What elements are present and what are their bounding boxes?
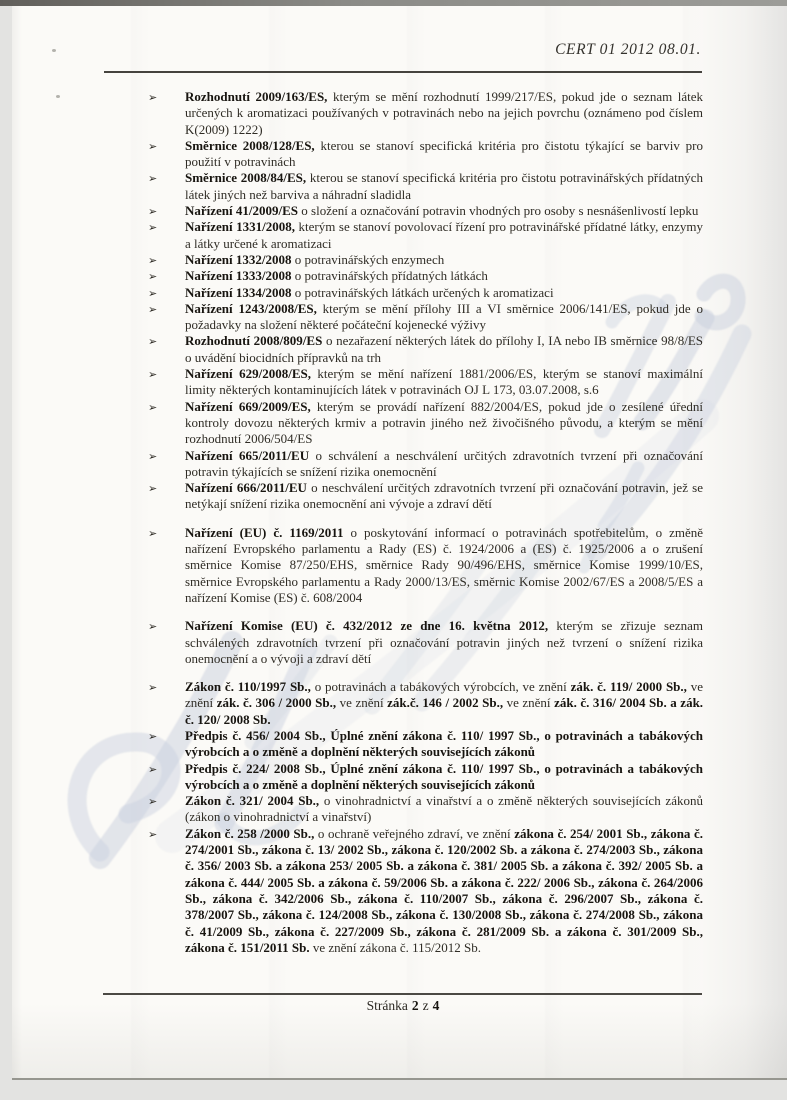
bullet-arrow-icon: ➢ <box>148 729 158 743</box>
bullet-arrow-icon: ➢ <box>148 368 158 382</box>
regulation-title: Nařízení 1334/2008 <box>185 284 292 300</box>
bullet-arrow-icon: ➢ <box>148 400 158 414</box>
bullet-arrow-icon: ➢ <box>148 449 158 463</box>
regulation-description: o potravinách a tabákových výrobcích, ve znění <box>310 679 571 695</box>
regulation-title: zákona č. 254/ 2001 Sb., zákona č. 274/2001 Sb., zákona č. 13/ 2002 Sb., zákona č. 120/2002 Sb. a zákona č. 274/2003 Sb., zákona č. 356/ 2003 Sb. a zákona 253/ 2005 Sb. a zákona č. 381/ 2005 Sb. a zákona č. 392/ 2005 Sb. a zákona č. 444/ 2005 Sb. a zákona č. 59/2006 Sb. a zákona č. 222/ 2006 Sb., zákona č. 264/2006 Sb., zákona č. 342/2006 Sb., zákona č. 110/2007 Sb., zákona č. 296/2007 Sb., zákona č. 378/2007 Sb., zákona č. 124/2008 Sb., zákona č. 130/2008 Sb., zákona č. 274/2008 Sb., zákona č. 41/2009 Sb., zákona č. 227/2009 Sb., zákona č. 281/2009 Sb. a zákona č. 301/2009 Sb., zákona č. 151/2011 Sb. <box>185 825 703 955</box>
regulation-title: Zákon č. 321/ 2004 Sb., <box>185 793 320 809</box>
bullet-arrow-icon: ➢ <box>148 526 158 540</box>
list-item <box>146 399 703 448</box>
regulation-description: ve znění <box>336 695 388 711</box>
footer-page-number: 2 <box>411 998 419 1013</box>
list-item <box>146 679 703 728</box>
regulation-title: Předpis č. 224/ 2008 Sb., Úplné znění zákona č. 110/ 1997 Sb., o potravinách a tabákových výrobcích a o změně a doplnění některých souvisejících zákonů <box>185 760 703 792</box>
regulation-description: o potravinářských přídatných látkách <box>291 268 488 284</box>
regulation-description: kterým se mění nařízení 1881/2006/ES, kterým se stanoví maximální limity některých kontaminujících látek v potravinách OJ L 173, 03.07.2008, s.6 <box>185 366 703 398</box>
regulation-description: o potravinářských látkách určených k aromatizaci <box>291 284 554 300</box>
bullet-arrow-icon: ➢ <box>148 681 158 695</box>
list-item <box>146 252 703 268</box>
regulation-description: kterým se mění přílohy III a VI směrnice 2006/141/ES, pokud jde o požadavky na složení některé počáteční kojenecké výživy <box>185 300 703 333</box>
regulation-description: kterým se provádí nařízení 882/2004/ES, pokud jde o zesílené úřední kontroly dovozu některých krmiv a potravin jiného než živočišného původu, a kterým se mění rozhodnutí 2006/504/ES <box>185 398 704 447</box>
regulation-title: Nařízení 1243/2008/ES, <box>185 300 317 316</box>
regulation-title: Rozhodnutí 2009/163/ES, <box>185 89 328 104</box>
footer-conjunction: z <box>422 998 429 1013</box>
regulation-description: o poskytování informací o potravinách spotřebitelům, o změně nařízení Evropského parlamentu a Rady (ES) č. 1924/2006 a (ES) č. 1925/2006 a o zrušení směrnice Komise 87/250/EHS, směrnice Rady 90/496/EHS, směrnice Komise 1999/10/ES, směrnice Evropského parlamentu a Rady 2000/13/ES, směrnic Komise 2002/67/ES a 2008/5/ES a nařízení Komise (ES) č. 608/2004 <box>185 524 703 605</box>
regulation-description: kterou se stanoví specifická kritéria pro čistotu týkající se barviv pro použití v potravinách <box>185 137 703 170</box>
regulation-description: kterým se zřizuje seznam schválených zdravotních tvrzení při označování potravin jiných než tvrzení o snížení rizika onemocnění a o vývoji a zdraví dětí <box>185 618 703 666</box>
regulation-description: o ochraně veřejného zdraví, ve znění <box>314 825 515 841</box>
regulation-title: zák. č. 316/ 2004 Sb. a zák. č. 120/ 2008 Sb. <box>185 695 704 727</box>
regulation-description: o složení a označování potravin vhodných pro osoby s nesnášenlivostí lepku <box>298 203 699 219</box>
document-code: CERT 01 2012 08.01. <box>555 41 701 58</box>
list-item <box>146 89 703 138</box>
list-item <box>146 170 703 203</box>
regulation-description: kterou se stanoví specifická kritéria pro čistotu potravinářských přídatných látek jiných než barviva a náhradní sladidla <box>185 170 704 202</box>
regulation-description: o nezařazení některých látek do přílohy I, IA nebo IB směrnice 98/8/ES o uvádění biocidních přípravků na trh <box>185 333 703 365</box>
regulation-description: kterým se stanoví povolovací řízení pro potravinářské přídatné látky, enzymy a látky určené k aromatizaci <box>185 219 703 251</box>
regulation-title: Rozhodnutí 2008/809/ES <box>185 333 323 349</box>
bullet-arrow-icon: ➢ <box>148 302 158 316</box>
regulation-title: zák. č. 119/ 2000 Sb., <box>570 679 687 695</box>
list-item <box>146 366 703 399</box>
regulation-description: o vinohradnictví a vinařství a o změně některých souvisejících zákonů (zákon o vinohradnictví a vinařství) <box>185 793 703 825</box>
page-number-footer <box>104 998 702 1014</box>
regulation-list <box>146 89 703 956</box>
regulation-description: ve znění <box>185 679 703 711</box>
footer-total-pages: 4 <box>432 998 440 1013</box>
footer-prefix: Stránka <box>366 998 408 1013</box>
bullet-arrow-icon: ➢ <box>148 795 158 809</box>
regulation-title: Předpis č. 456/ 2004 Sb., Úplné znění zákona č. 110/ 1997 Sb., o potravinách a tabákových výrobcích a o změně a doplnění některých souvisejících zákonů <box>185 727 703 760</box>
list-item <box>146 826 703 956</box>
bullet-arrow-icon: ➢ <box>148 762 158 776</box>
regulation-title: Nařízení 669/2009/ES, <box>185 398 311 414</box>
bullet-arrow-icon: ➢ <box>148 91 158 104</box>
regulation-title: Zákon č. 258 /2000 Sb., <box>185 825 315 841</box>
regulation-title: Nařízení 629/2008/ES, <box>185 366 311 382</box>
list-item <box>146 268 703 284</box>
regulation-title: Nařízení 1331/2008, <box>185 219 296 235</box>
regulation-title: Nařízení (EU) č. 1169/2011 <box>185 524 344 540</box>
bullet-arrow-icon: ➢ <box>148 205 158 219</box>
regulation-title: Směrnice 2008/128/ES, <box>185 137 315 153</box>
bullet-arrow-icon: ➢ <box>148 827 158 841</box>
regulation-description: o schválení a neschválení určitých zdravotních tvrzení při označování potravin týkajících se snížení rizika onemocnění <box>185 447 703 479</box>
bullet-arrow-icon: ➢ <box>148 286 158 300</box>
scan-speck <box>52 49 56 52</box>
regulation-title: Zákon č. 110/1997 Sb., <box>185 679 311 695</box>
regulation-description: o potravinářských enzymech <box>291 251 445 267</box>
list-item <box>146 728 703 761</box>
list-item <box>146 219 703 252</box>
list-item <box>146 618 703 667</box>
bullet-arrow-icon: ➢ <box>148 335 158 349</box>
list-item <box>146 285 703 301</box>
header-rule <box>104 71 702 73</box>
regulation-description: ve znění <box>503 695 555 711</box>
regulation-title: Nařízení 666/2011/EU <box>185 480 307 496</box>
regulation-title: Nařízení 1332/2008 <box>185 251 292 267</box>
list-item <box>146 301 703 334</box>
list-item <box>146 203 703 219</box>
list-item <box>146 448 703 481</box>
regulation-description: o neschválení určitých zdravotních tvrzení při označování potravin, jež se netýkají snížení rizika onemocnění ani vývoje a zdraví dětí <box>185 480 703 512</box>
regulation-title: zák. č. 306 / 2000 Sb., <box>216 695 337 711</box>
regulation-title: zák.č. 146 / 2002 Sb., <box>387 695 504 711</box>
bullet-arrow-icon: ➢ <box>148 270 158 284</box>
bullet-arrow-icon: ➢ <box>148 253 158 267</box>
regulation-title: Nařízení 41/2009/ES <box>185 203 299 219</box>
regulation-title: Nařízení 665/2011/EU <box>185 447 310 463</box>
regulation-description: kterým se mění rozhodnutí 1999/217/ES, pokud jde o seznam látek určených k aromatizaci používaných v potravinách nebo na jejich povrchu (oznámeno pod číslem K(2009) 1222) <box>185 89 703 137</box>
footer-rule <box>103 993 702 995</box>
regulation-title: Nařízení Komise (EU) č. 432/2012 ze dne 16. května 2012, <box>185 618 549 634</box>
scan-speck <box>56 95 60 98</box>
regulation-description: ve znění zákona č. 115/2012 Sb. <box>309 939 481 955</box>
regulation-title: Směrnice 2008/84/ES, <box>185 170 307 186</box>
list-item <box>146 793 703 826</box>
bullet-arrow-icon: ➢ <box>148 620 158 634</box>
list-item <box>146 138 703 171</box>
list-item <box>146 480 703 513</box>
list-item <box>146 761 703 794</box>
list-item <box>146 333 703 366</box>
regulation-title: Nařízení 1333/2008 <box>185 268 292 284</box>
bullet-arrow-icon: ➢ <box>148 221 158 235</box>
bullet-arrow-icon: ➢ <box>148 482 158 496</box>
list-item <box>146 525 703 606</box>
bullet-arrow-icon: ➢ <box>148 172 158 186</box>
bullet-arrow-icon: ➢ <box>148 139 158 153</box>
